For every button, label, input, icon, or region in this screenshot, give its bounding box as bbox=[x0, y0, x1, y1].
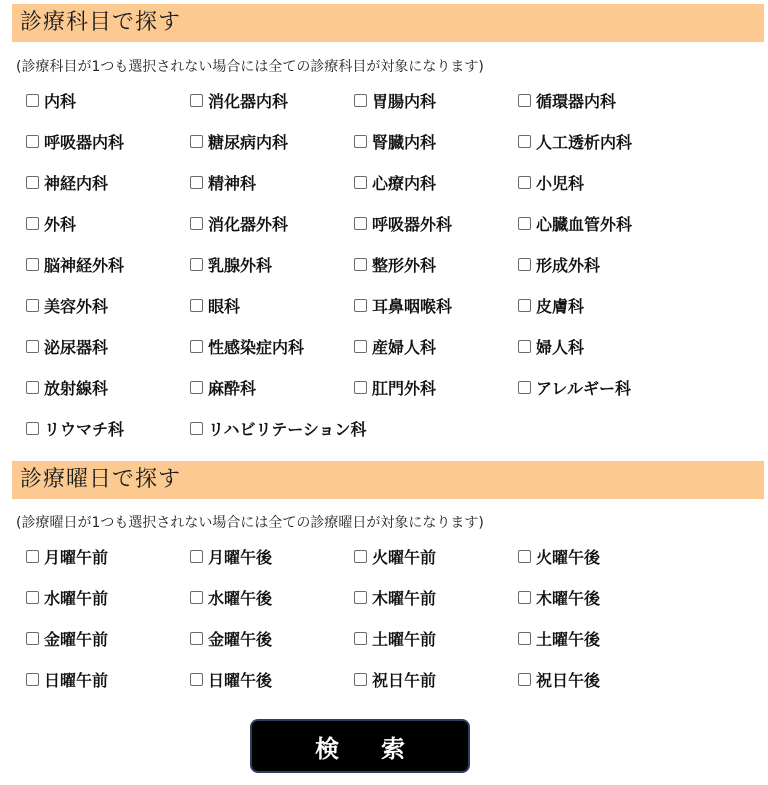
checkbox-option[interactable] bbox=[354, 375, 436, 399]
checkbox-option[interactable] bbox=[190, 252, 272, 276]
checkbox-option[interactable] bbox=[26, 626, 108, 650]
checkbox-box[interactable] bbox=[190, 299, 203, 312]
checkbox-label: 婦人科 bbox=[536, 337, 585, 357]
checkbox-box[interactable] bbox=[190, 381, 203, 394]
checkbox-label: 糖尿病内科 bbox=[208, 132, 289, 152]
checkbox-label: 木曜午前 bbox=[372, 588, 437, 608]
checkbox-label: 祝日午後 bbox=[536, 670, 601, 690]
checkbox-option[interactable] bbox=[518, 293, 584, 317]
checkbox-option[interactable] bbox=[354, 170, 436, 194]
checkbox-label: 産婦人科 bbox=[372, 337, 437, 357]
checkbox-box[interactable] bbox=[190, 632, 203, 645]
checkbox-option[interactable] bbox=[26, 211, 76, 235]
checkbox-label: 皮膚科 bbox=[536, 296, 585, 316]
checkbox-label: 耳鼻咽喉科 bbox=[372, 296, 453, 316]
checkbox-box[interactable] bbox=[518, 381, 531, 394]
checkbox-box[interactable] bbox=[190, 591, 203, 604]
checkbox-label: 泌尿器科 bbox=[44, 337, 109, 357]
checkbox-label: 月曜午後 bbox=[208, 547, 273, 567]
checkbox-box[interactable] bbox=[518, 176, 531, 189]
checkbox-label: 内科 bbox=[44, 91, 77, 111]
checkbox-label: 小児科 bbox=[536, 173, 585, 193]
checkbox-label: 肛門外科 bbox=[372, 378, 437, 398]
checkbox-label: 腎臓内科 bbox=[372, 132, 437, 152]
checkbox-box[interactable] bbox=[518, 135, 531, 148]
checkbox-label: 胃腸内科 bbox=[372, 91, 437, 111]
checkbox-box[interactable] bbox=[26, 217, 39, 230]
checkbox-box[interactable] bbox=[190, 258, 203, 271]
checkbox-option[interactable] bbox=[354, 626, 436, 650]
checkbox-box[interactable] bbox=[354, 135, 367, 148]
checkbox-option[interactable] bbox=[26, 88, 76, 112]
checkbox-option[interactable] bbox=[190, 667, 272, 691]
checkbox-option[interactable] bbox=[190, 585, 272, 609]
checkbox-box[interactable] bbox=[518, 94, 531, 107]
checkbox-label: 性感染症内科 bbox=[208, 337, 305, 357]
checkbox-box[interactable] bbox=[354, 591, 367, 604]
checkbox-box[interactable] bbox=[26, 673, 39, 686]
checkbox-label: 整形外科 bbox=[372, 255, 437, 275]
checkbox-option[interactable] bbox=[26, 293, 108, 317]
checkbox-option[interactable] bbox=[190, 129, 288, 153]
checkbox-option[interactable] bbox=[190, 293, 240, 317]
checkbox-box[interactable] bbox=[190, 217, 203, 230]
checkbox-box[interactable] bbox=[26, 135, 39, 148]
checkbox-label: 金曜午後 bbox=[208, 629, 273, 649]
checkbox-box[interactable] bbox=[26, 591, 39, 604]
checkbox-label: 消化器外科 bbox=[208, 214, 289, 234]
checkbox-box[interactable] bbox=[354, 258, 367, 271]
checkbox-box[interactable] bbox=[26, 94, 39, 107]
checkbox-label: 火曜午前 bbox=[372, 547, 437, 567]
checkbox-label: 祝日午前 bbox=[372, 670, 437, 690]
day-section-note: (診療曜日が1つも選択されない場合には全ての診療曜日が対象になります) bbox=[16, 515, 484, 531]
checkbox-option[interactable] bbox=[190, 88, 288, 112]
checkbox-option[interactable] bbox=[354, 211, 452, 235]
checkbox-label: 呼吸器外科 bbox=[372, 214, 453, 234]
checkbox-option[interactable] bbox=[190, 170, 256, 194]
checkbox-box[interactable] bbox=[354, 217, 367, 230]
checkbox-label: リハビリテーション科 bbox=[208, 419, 367, 439]
checkbox-label: 火曜午後 bbox=[536, 547, 601, 567]
checkbox-label: 月曜午前 bbox=[44, 547, 109, 567]
checkbox-label: リウマチ科 bbox=[44, 419, 125, 439]
checkbox-label: 土曜午前 bbox=[372, 629, 437, 649]
department-section-note: (診療科目が1つも選択されない場合には全ての診療科目が対象になります) bbox=[16, 59, 484, 75]
department-section-title: 診療科目で探す bbox=[20, 10, 182, 35]
checkbox-box[interactable] bbox=[190, 340, 203, 353]
checkbox-option[interactable] bbox=[354, 88, 436, 112]
checkbox-option[interactable] bbox=[190, 416, 367, 440]
checkbox-label: 日曜午前 bbox=[44, 670, 109, 690]
checkbox-option[interactable] bbox=[354, 129, 436, 153]
checkbox-label: 麻酔科 bbox=[208, 378, 257, 398]
checkbox-box[interactable] bbox=[354, 340, 367, 353]
checkbox-box[interactable] bbox=[518, 591, 531, 604]
checkbox-option[interactable] bbox=[190, 334, 304, 358]
checkbox-box[interactable] bbox=[518, 299, 531, 312]
checkbox-option[interactable] bbox=[26, 334, 108, 358]
checkbox-box[interactable] bbox=[354, 94, 367, 107]
checkbox-option[interactable] bbox=[26, 544, 108, 568]
checkbox-box[interactable] bbox=[26, 176, 39, 189]
checkbox-label: 土曜午後 bbox=[536, 629, 601, 649]
checkbox-option[interactable] bbox=[518, 375, 631, 399]
checkbox-box[interactable] bbox=[518, 217, 531, 230]
checkbox-label: 美容外科 bbox=[44, 296, 109, 316]
search-button[interactable] bbox=[250, 719, 470, 773]
checkbox-box[interactable] bbox=[26, 632, 39, 645]
checkbox-label: 放射線科 bbox=[44, 378, 109, 398]
checkbox-option[interactable] bbox=[26, 375, 108, 399]
checkbox-option[interactable] bbox=[354, 667, 436, 691]
checkbox-option[interactable] bbox=[518, 88, 616, 112]
checkbox-option[interactable] bbox=[190, 626, 272, 650]
checkbox-box[interactable] bbox=[354, 673, 367, 686]
checkbox-option[interactable] bbox=[354, 252, 436, 276]
checkbox-box[interactable] bbox=[26, 340, 39, 353]
checkbox-option[interactable] bbox=[26, 252, 124, 276]
checkbox-label: 心臓血管外科 bbox=[536, 214, 633, 234]
checkbox-box[interactable] bbox=[26, 299, 39, 312]
checkbox-label: 水曜午後 bbox=[208, 588, 273, 608]
checkbox-option[interactable] bbox=[354, 293, 452, 317]
checkbox-box[interactable] bbox=[26, 550, 39, 563]
checkbox-option[interactable] bbox=[26, 416, 124, 440]
checkbox-option[interactable] bbox=[26, 667, 108, 691]
checkbox-label: 眼科 bbox=[208, 296, 241, 316]
checkbox-option[interactable] bbox=[190, 544, 272, 568]
day-section-title: 診療曜日で探す bbox=[20, 467, 182, 492]
checkbox-option[interactable] bbox=[354, 334, 436, 358]
checkbox-option[interactable] bbox=[354, 585, 436, 609]
checkbox-label: 人工透析内科 bbox=[536, 132, 633, 152]
checkbox-box[interactable] bbox=[354, 550, 367, 563]
checkbox-option[interactable] bbox=[26, 129, 124, 153]
checkbox-label: 日曜午後 bbox=[208, 670, 273, 690]
checkbox-box[interactable] bbox=[190, 135, 203, 148]
checkbox-option[interactable] bbox=[518, 626, 600, 650]
checkbox-option[interactable] bbox=[26, 585, 108, 609]
checkbox-option[interactable] bbox=[518, 211, 632, 235]
checkbox-box[interactable] bbox=[518, 550, 531, 563]
checkbox-option[interactable] bbox=[518, 170, 584, 194]
checkbox-box[interactable] bbox=[518, 258, 531, 271]
checkbox-box[interactable] bbox=[354, 176, 367, 189]
checkbox-label: 精神科 bbox=[208, 173, 257, 193]
checkbox-label: 形成外科 bbox=[536, 255, 601, 275]
checkbox-label: 乳腺外科 bbox=[208, 255, 273, 275]
checkbox-option[interactable] bbox=[518, 334, 584, 358]
checkbox-box[interactable] bbox=[26, 381, 39, 394]
checkbox-option[interactable] bbox=[518, 252, 600, 276]
checkbox-option[interactable] bbox=[518, 129, 632, 153]
checkbox-label: 呼吸器内科 bbox=[44, 132, 125, 152]
checkbox-option[interactable] bbox=[26, 170, 108, 194]
checkbox-label: 外科 bbox=[44, 214, 77, 234]
checkbox-label: 金曜午前 bbox=[44, 629, 109, 649]
checkbox-label: 木曜午後 bbox=[536, 588, 601, 608]
checkbox-option[interactable] bbox=[518, 585, 600, 609]
checkbox-box[interactable] bbox=[190, 550, 203, 563]
checkbox-label: 心療内科 bbox=[372, 173, 437, 193]
checkbox-box[interactable] bbox=[354, 381, 367, 394]
checkbox-box[interactable] bbox=[26, 422, 39, 435]
checkbox-box[interactable] bbox=[518, 632, 531, 645]
checkbox-option[interactable] bbox=[518, 667, 600, 691]
search-button-label: 検索 bbox=[315, 734, 447, 763]
checkbox-label: 脳神経外科 bbox=[44, 255, 125, 275]
checkbox-box[interactable] bbox=[190, 673, 203, 686]
checkbox-label: 循環器内科 bbox=[536, 91, 617, 111]
department-section-header bbox=[12, 4, 764, 42]
checkbox-label: 消化器内科 bbox=[208, 91, 289, 111]
checkbox-box[interactable] bbox=[190, 422, 203, 435]
checkbox-box[interactable] bbox=[26, 258, 39, 271]
checkbox-option[interactable] bbox=[190, 375, 256, 399]
checkbox-option[interactable] bbox=[518, 544, 600, 568]
checkbox-box[interactable] bbox=[190, 94, 203, 107]
checkbox-label: アレルギー科 bbox=[536, 378, 631, 398]
checkbox-box[interactable] bbox=[518, 673, 531, 686]
checkbox-box[interactable] bbox=[354, 299, 367, 312]
checkbox-label: 神経内科 bbox=[44, 173, 109, 193]
checkbox-label: 水曜午前 bbox=[44, 588, 109, 608]
checkbox-box[interactable] bbox=[190, 176, 203, 189]
checkbox-box[interactable] bbox=[518, 340, 531, 353]
checkbox-option[interactable] bbox=[190, 211, 288, 235]
day-section-header bbox=[12, 461, 764, 499]
checkbox-option[interactable] bbox=[354, 544, 436, 568]
checkbox-box[interactable] bbox=[354, 632, 367, 645]
